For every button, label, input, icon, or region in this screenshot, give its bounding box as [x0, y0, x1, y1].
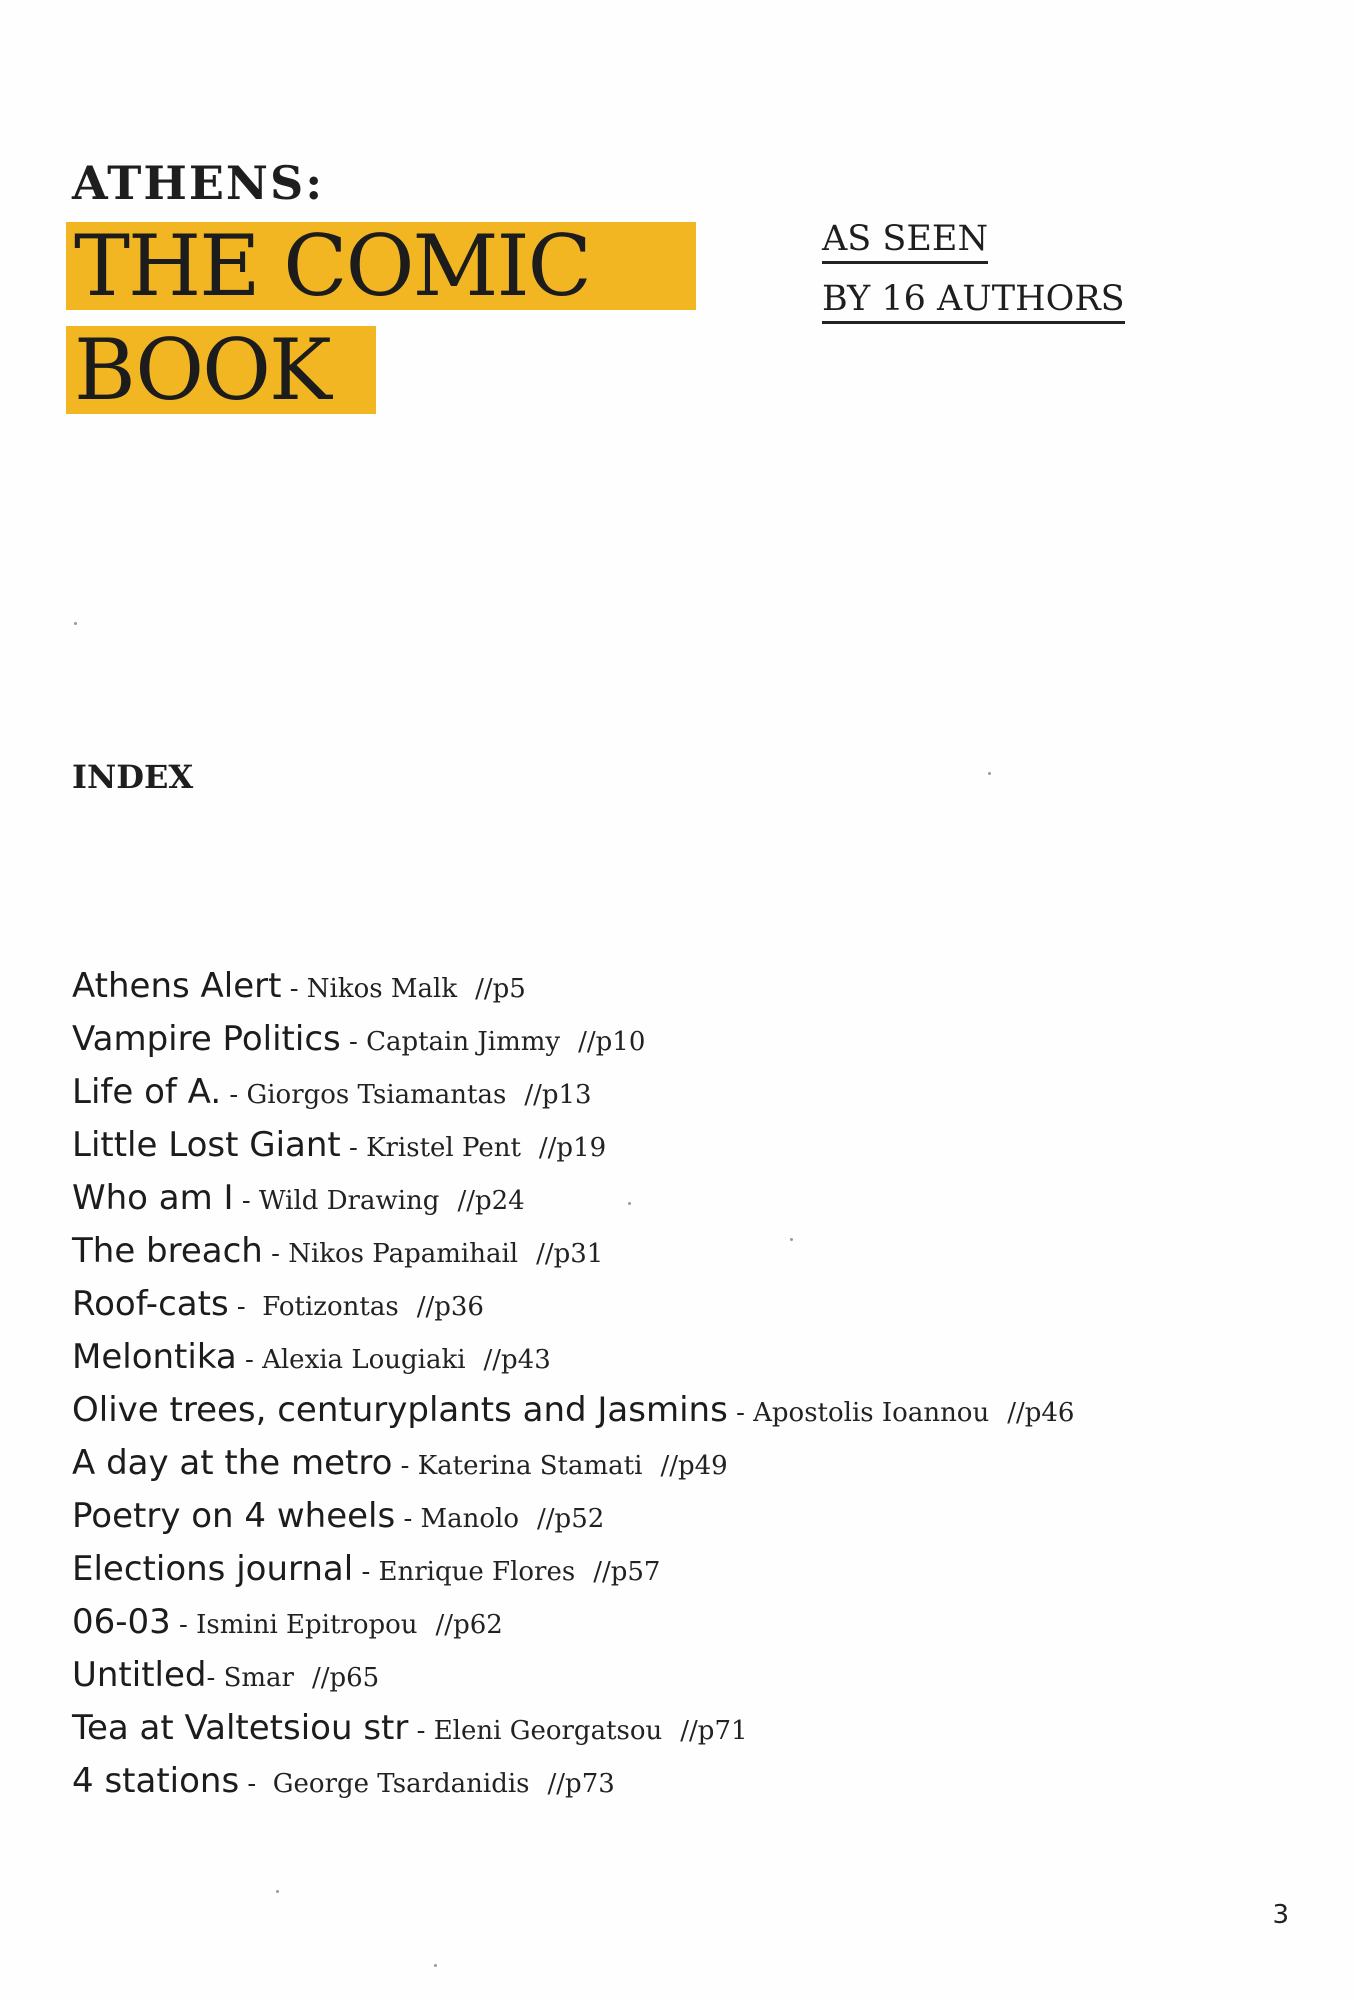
entry-title: Olive trees, centuryplants and Jasmins	[72, 1390, 728, 1430]
index-entry	[72, 1384, 1074, 1437]
index-entry	[72, 1702, 1074, 1755]
entry-page-ref: //p43	[483, 1345, 551, 1375]
entry-author: Ismini Epitropou	[196, 1610, 418, 1640]
entry-page-ref: //p46	[1007, 1398, 1075, 1428]
scan-speck	[276, 1890, 279, 1893]
entry-page-ref: //p36	[416, 1292, 484, 1322]
entry-title: Poetry on 4 wheels	[72, 1496, 396, 1536]
entry-author: George Tsardanidis	[272, 1769, 530, 1799]
subtitle-line-2: BY 16 AUTHORS	[822, 277, 1125, 324]
index-entry	[72, 1543, 1074, 1596]
index-entry	[72, 1172, 1074, 1225]
entry-title: Tea at Valtetsiou str	[72, 1708, 409, 1748]
index-entry	[72, 1490, 1074, 1543]
index-entry	[72, 960, 1074, 1013]
entry-author: Giorgos Tsiamantas	[246, 1080, 507, 1110]
page-number: 3	[1272, 1900, 1289, 1930]
entry-page-ref: //p13	[524, 1080, 592, 1110]
entry-page-ref: //p5	[475, 974, 526, 1004]
entry-title: Roof-cats	[72, 1284, 229, 1324]
entry-page-ref: //p19	[538, 1133, 607, 1163]
entry-separator: -	[340, 1027, 367, 1057]
index-entry	[72, 1278, 1074, 1331]
entry-author: Nikos Papamihail	[288, 1239, 519, 1269]
entry-separator: -	[392, 1451, 418, 1481]
entry-title: Who am I	[72, 1178, 234, 1218]
subtitle	[822, 212, 1125, 332]
scan-speck	[74, 622, 77, 625]
subtitle-line-1: AS SEEN	[822, 217, 988, 264]
entry-title: The breach	[72, 1231, 263, 1271]
title-highlight-line-2: BOOK	[66, 326, 376, 414]
entry-title: 4 stations	[72, 1761, 240, 1801]
entry-separator: -	[206, 1663, 224, 1693]
entry-separator: -	[221, 1080, 247, 1110]
entry-title: Life of A.	[72, 1072, 222, 1112]
entry-title: Athens Alert	[72, 966, 282, 1006]
entry-separator: -	[233, 1186, 259, 1216]
entry-author: Wild Drawing	[258, 1186, 440, 1216]
entry-separator: -	[236, 1345, 263, 1375]
index-entry	[72, 1225, 1074, 1278]
index-entry	[72, 1437, 1074, 1490]
entry-separator: -	[727, 1398, 754, 1428]
entry-page-ref: //p71	[680, 1716, 748, 1746]
entry-title: Untitled	[72, 1655, 207, 1695]
entry-author: Nikos Malk	[306, 974, 458, 1004]
entry-page-ref: //p10	[578, 1027, 646, 1057]
title-highlight-line-1: THE COMIC	[66, 222, 696, 310]
index-entry	[72, 1649, 1074, 1702]
entry-author: Eleni Georgatsou	[433, 1716, 663, 1746]
entry-author: Apostolis Ioannou	[753, 1398, 990, 1428]
entry-separator: -	[340, 1133, 367, 1163]
entry-separator: -	[281, 974, 307, 1004]
entry-page-ref: //p65	[311, 1663, 380, 1693]
entry-title: Melontika	[72, 1337, 237, 1377]
scan-speck	[790, 1238, 793, 1241]
entry-separator: -	[395, 1504, 421, 1534]
entry-separator: -	[353, 1557, 379, 1587]
index-heading: INDEX	[72, 758, 194, 796]
entry-author: Captain Jimmy	[366, 1027, 561, 1057]
entry-page-ref: //p49	[660, 1451, 728, 1481]
entry-author: Enrique Flores	[378, 1557, 576, 1587]
scan-speck	[434, 1964, 437, 1967]
index-entry	[72, 1013, 1074, 1066]
entry-author: Manolo	[420, 1504, 520, 1534]
entry-title: Little Lost Giant	[72, 1125, 341, 1165]
scan-speck	[988, 772, 991, 775]
entry-separator: -	[408, 1716, 434, 1746]
entry-title: Vampire Politics	[72, 1019, 341, 1059]
entry-author: Kristel Pent	[366, 1133, 521, 1163]
entry-author: Katerina Stamati	[417, 1451, 643, 1481]
index-list	[72, 960, 1074, 1808]
index-entry	[72, 1331, 1074, 1384]
index-entry	[72, 1119, 1074, 1172]
entry-author: Smar	[223, 1663, 294, 1693]
entry-separator: -	[170, 1610, 197, 1640]
entry-page-ref: //p73	[547, 1769, 615, 1799]
index-entry	[72, 1066, 1074, 1119]
title-athens: ATHENS:	[72, 156, 325, 210]
index-entry	[72, 1755, 1074, 1808]
entry-title: 06-03	[72, 1602, 171, 1642]
entry-separator: -	[262, 1239, 289, 1269]
entry-page-ref: //p52	[537, 1504, 605, 1534]
entry-separator: -	[228, 1292, 263, 1322]
scan-speck	[628, 1202, 631, 1205]
entry-page-ref: //p31	[536, 1239, 604, 1269]
entry-separator: -	[239, 1769, 273, 1799]
entry-title: Elections journal	[72, 1549, 354, 1589]
entry-page-ref: //p24	[457, 1186, 525, 1216]
entry-author: Fotizontas	[262, 1292, 399, 1322]
entry-page-ref: //p62	[435, 1610, 503, 1640]
entry-title: A day at the metro	[72, 1443, 393, 1483]
index-entry	[72, 1596, 1074, 1649]
entry-page-ref: //p57	[593, 1557, 661, 1587]
entry-author: Alexia Lougiaki	[262, 1345, 466, 1375]
